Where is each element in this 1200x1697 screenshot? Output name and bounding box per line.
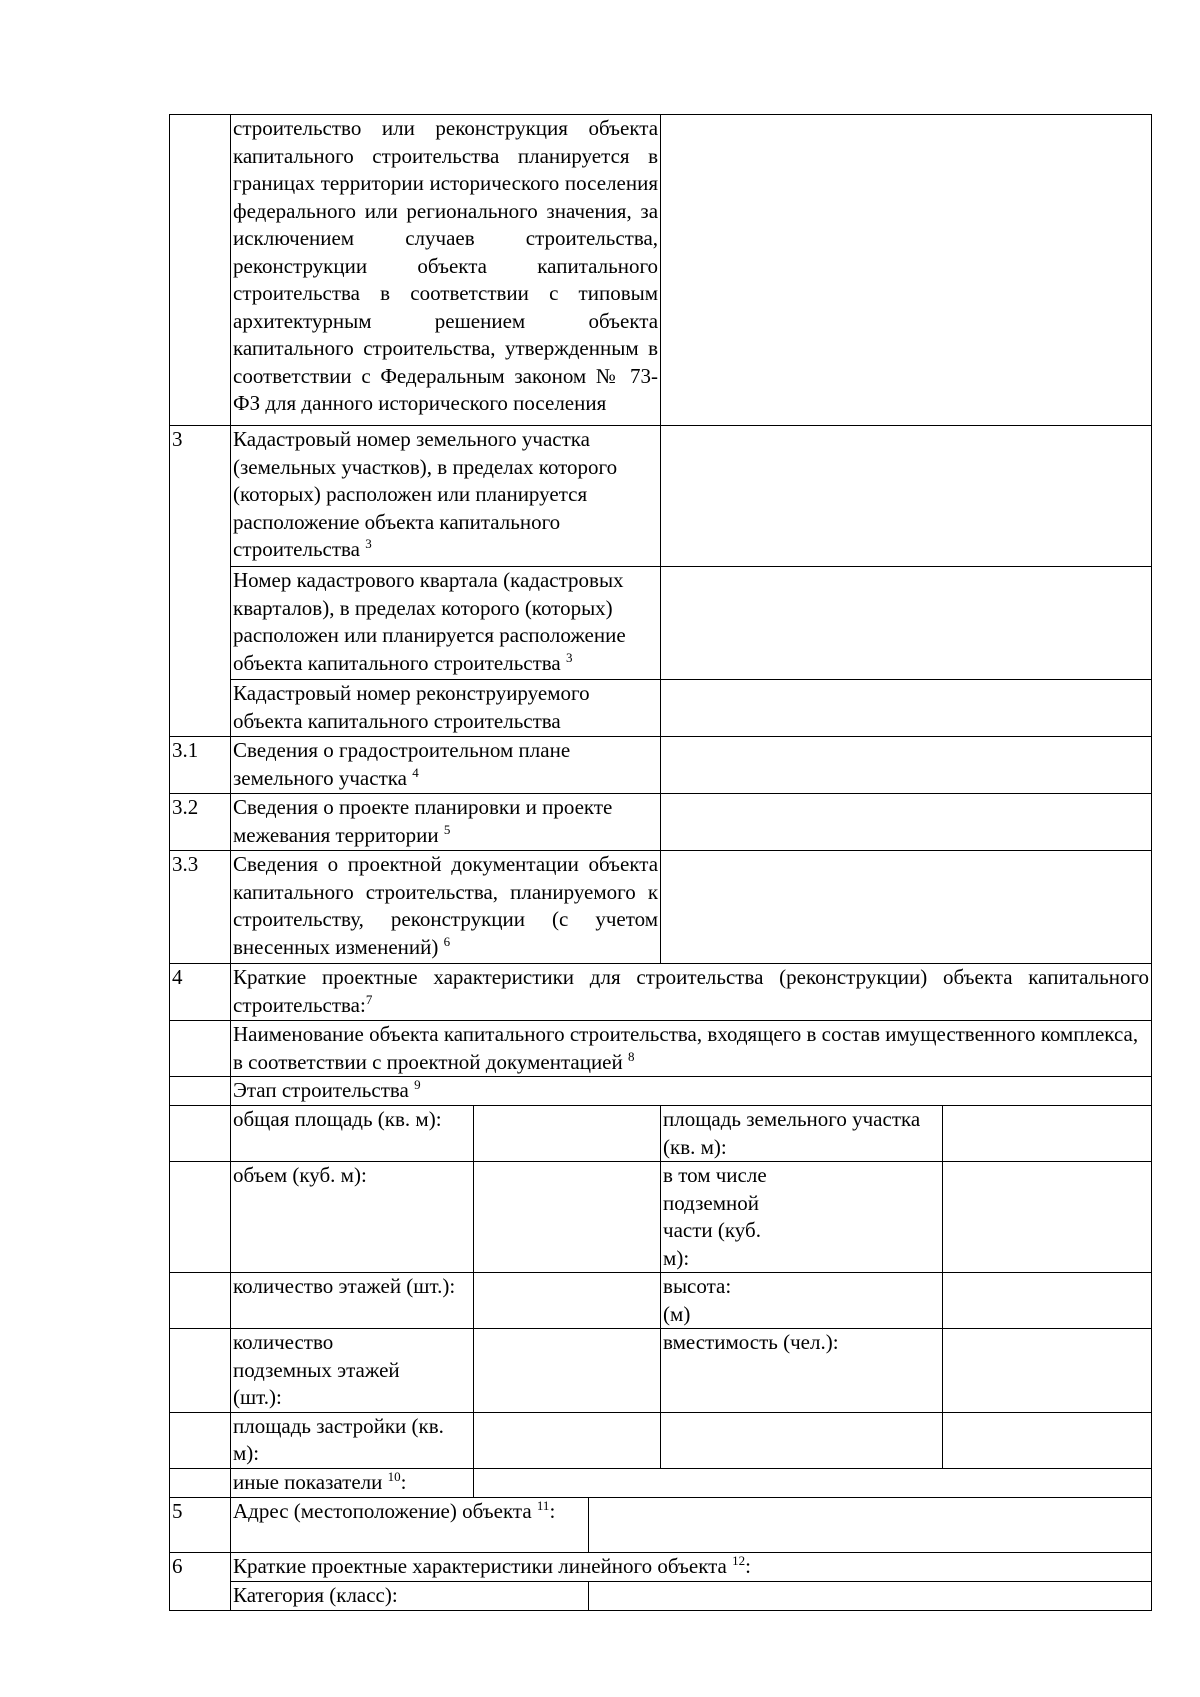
footnote-mark: 9: [414, 1077, 421, 1092]
footnote-mark: 5: [443, 821, 451, 837]
footnote-mark: 6: [443, 933, 451, 949]
label-suffix: :: [400, 1469, 407, 1494]
row-number-cell: [170, 1468, 231, 1497]
historic-settlement-condition-text: строительство или реконструкция объекта капитального строительства планируется в границах территории исторического поселения федерального или регионального значения, за исключением случаев строительства, реконструкции объекта капитального строительства в соответствии с типовым архитектурным решением объекта капитального строительства, утвержденным в соответствии с Федеральным законом № 73-ФЗ для данного исторического поселения: [231, 115, 661, 426]
linear-object-heading: [231, 1552, 1152, 1581]
metric-right-value[interactable]: [943, 1106, 1152, 1162]
footnote-mark: 11: [536, 1497, 550, 1513]
label-suffix: :: [549, 1498, 556, 1523]
metric-right-value[interactable]: [943, 1273, 1152, 1329]
row-4-object-name: [170, 1021, 1152, 1077]
address-label: [231, 1497, 589, 1552]
row-3-2: [170, 794, 1152, 851]
design-docs-value[interactable]: [661, 851, 1152, 964]
row-number: 3.3: [170, 851, 231, 964]
metric-left-value[interactable]: [474, 1162, 661, 1273]
label-text: Номер кадастрового квартала (кадастровых кварталов), в пределах которого (которых) расположен или планируется расположение объекта капитального строительства: [233, 568, 626, 675]
metric-left-label: общая площадь (кв. м):: [231, 1106, 474, 1162]
construction-stage-label: [231, 1077, 1152, 1106]
metric-left-label: количество этажей (шт.):: [231, 1273, 474, 1329]
row-6-category: [170, 1581, 1152, 1610]
row-2-continuation: [170, 115, 1152, 426]
metric-left-value[interactable]: [474, 1106, 661, 1162]
row-5: [170, 1497, 1152, 1552]
application-form-table: [169, 114, 1152, 1611]
row-6-heading: [170, 1552, 1152, 1581]
label-text: иные показатели: [233, 1469, 383, 1494]
metric-right-label: вместимость (чел.):: [661, 1329, 943, 1413]
row-number: 3: [170, 426, 231, 737]
row-3-cadastral-land: [170, 426, 1152, 567]
metric-right-label: в том числе подземной части (куб. м):: [661, 1162, 943, 1273]
row-number-cell: [170, 1106, 231, 1162]
planning-project-label: [231, 794, 661, 851]
row-number: 5: [170, 1497, 231, 1552]
cadastral-object-label: Кадастровый номер реконструируемого объекта капитального строительства: [231, 680, 661, 737]
footnote-mark: 4: [412, 764, 419, 780]
label-text: Этап строительства: [233, 1078, 409, 1102]
historic-settlement-condition-value[interactable]: [661, 115, 1152, 426]
metric-left-value[interactable]: [474, 1329, 661, 1413]
address-value[interactable]: [589, 1497, 1152, 1552]
row-number: 6: [170, 1552, 231, 1610]
row-number: 3.2: [170, 794, 231, 851]
row-number-cell: [170, 1162, 231, 1273]
row-number-cell: [170, 1077, 231, 1106]
urban-plan-value[interactable]: [661, 737, 1152, 794]
metric-left-label: объем (куб. м):: [231, 1162, 474, 1273]
row-number: 3.1: [170, 737, 231, 794]
row-3-cadastral-quarter: [170, 567, 1152, 680]
label-text: Краткие проектные характеристики линейного объекта: [233, 1553, 727, 1578]
metric-row: [170, 1106, 1152, 1162]
category-value[interactable]: [589, 1581, 1152, 1610]
metric-right-label: высота: (м): [661, 1273, 943, 1329]
project-characteristics-heading: [231, 964, 1152, 1021]
row-4-heading: [170, 964, 1152, 1021]
row-number-cell: [170, 1273, 231, 1329]
footnote-mark: 7: [365, 991, 373, 1007]
row-3-1: [170, 737, 1152, 794]
metric-row: [170, 1412, 1152, 1468]
other-indicators-value[interactable]: [474, 1468, 1152, 1497]
metric-right-label: площадь земельного участка (кв. м):: [661, 1106, 943, 1162]
metric-right-value[interactable]: [943, 1412, 1152, 1468]
cadastral-land-label: [231, 426, 661, 567]
footnote-mark: 3: [365, 536, 372, 551]
metric-row: [170, 1162, 1152, 1273]
other-indicators-label: [231, 1468, 474, 1497]
other-indicators-row: [170, 1468, 1152, 1497]
label-text: Краткие проектные характеристики для строительства (реконструкции) объекта капитального строительства:: [233, 965, 1150, 1017]
metric-row: [170, 1329, 1152, 1413]
row-3-3: [170, 851, 1152, 964]
metric-right-label: [661, 1412, 943, 1468]
label-text: Кадастровый номер земельного участка (земельных участков), в пределах которого (которых) расположен или планируется расположение объекта капитального строительства: [233, 427, 618, 561]
label-text: Адрес (местоположение) объекта: [233, 1498, 532, 1523]
object-name-label: [231, 1021, 1152, 1077]
design-docs-label: [231, 851, 661, 964]
row-number-cell: [170, 1021, 231, 1077]
urban-plan-label: [231, 737, 661, 794]
planning-project-value[interactable]: [661, 794, 1152, 851]
row-3-cadastral-object: [170, 680, 1152, 737]
metric-right-value[interactable]: [943, 1329, 1152, 1413]
label-text: Сведения о проекте планировки и проекте межевания территории: [233, 795, 613, 847]
footnote-mark: 10: [387, 1468, 401, 1484]
row-number-cell: [170, 1329, 231, 1413]
metric-left-value[interactable]: [474, 1412, 661, 1468]
cadastral-object-value[interactable]: [661, 680, 1152, 737]
row-4-stage: [170, 1077, 1152, 1106]
label-suffix: :: [745, 1553, 751, 1578]
cadastral-quarter-value[interactable]: [661, 567, 1152, 680]
category-label: Категория (класс):: [231, 1581, 589, 1610]
footnote-mark: 3: [566, 649, 573, 665]
metric-left-label: количество подземных этажей (шт.):: [231, 1329, 474, 1413]
footnote-mark: 12: [732, 1552, 746, 1568]
row-number: 4: [170, 964, 231, 1021]
row-number-cell: [170, 115, 231, 426]
cadastral-quarter-label: [231, 567, 661, 680]
row-number-cell: [170, 1412, 231, 1468]
metric-left-value[interactable]: [474, 1273, 661, 1329]
footnote-mark: 8: [628, 1048, 635, 1064]
metric-row: [170, 1273, 1152, 1329]
metric-right-value[interactable]: [943, 1162, 1152, 1273]
label-text: Сведения о градостроительном плане земельного участка: [233, 738, 571, 790]
metric-left-label: площадь застройки (кв. м):: [231, 1412, 474, 1468]
cadastral-land-value[interactable]: [661, 426, 1152, 567]
label-text: Наименование объекта капитального строительства, входящего в состав имущественного комплекса, в соответствии с проектной документацией: [233, 1022, 1139, 1074]
label-text: Сведения о проектной документации объекта капитального строительства, планируемого к строительству, реконструкции (с учетом внесенных изменений): [233, 852, 659, 959]
